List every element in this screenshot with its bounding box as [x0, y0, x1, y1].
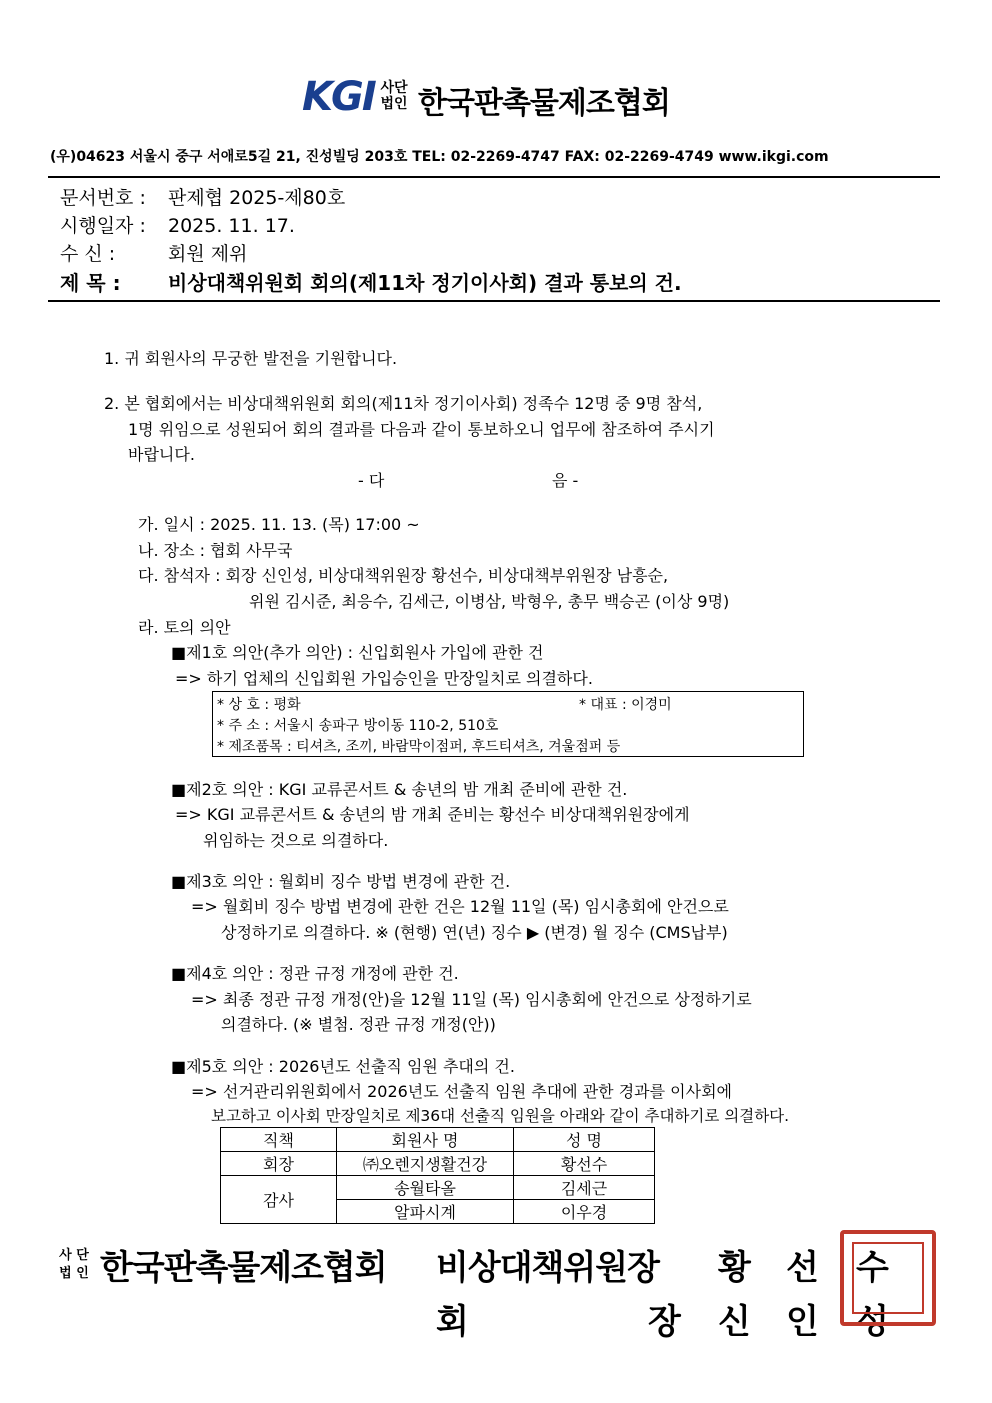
signature-title-2-char-2: 장	[648, 1302, 681, 1342]
da-eum-left: - 다	[358, 471, 385, 490]
logo-org-name: 한국판촉물제조협회	[418, 86, 670, 121]
item-ga-datetime: 가. 일시 : 2025. 11. 13. (목) 17:00 ~	[138, 515, 420, 534]
agenda-3-result-1: => 월회비 징수 방법 변경에 관한 건은 12월 11일 (목) 임시총회에 안건으로	[191, 897, 729, 916]
doc-number: 판제협 2025-제80호	[168, 187, 346, 209]
da-eum-right: 음 -	[552, 471, 579, 490]
new-member-info-box	[212, 691, 804, 757]
signature-org-type: 사 단 법 인	[59, 1248, 89, 1281]
agenda-4-title: ■제4호 의안 : 정관 규정 개정에 관한 건.	[171, 964, 459, 983]
table-cell: 감사	[221, 1176, 337, 1224]
paragraph-2-line-2: 1명 위임으로 성원되어 회의 결과를 다음과 같이 통보하오니 업무에 참조하여 주시기	[128, 420, 715, 439]
subject-label: 제 목 :	[60, 271, 121, 295]
table-header: 직책	[221, 1128, 337, 1152]
recipient: 회원 제위	[168, 243, 248, 265]
table-row	[221, 1176, 655, 1200]
header-divider-top	[48, 176, 940, 178]
table-cell: 황선수	[514, 1152, 655, 1176]
date-row	[60, 211, 295, 238]
box-products: * 제조품목 : 티셔츠, 조끼, 바람막이점퍼, 후드티셔츠, 겨울점퍼 등	[217, 739, 621, 755]
box-company-name: * 상 호 : 평화	[217, 697, 301, 713]
signature-name-1-char-3: 수	[856, 1248, 889, 1288]
agenda-2-result-1: => KGI 교류콘서트 & 송년의 밤 개최 준비는 황선수 비상대책위원장에게	[175, 805, 690, 824]
agenda-5-title: ■제5호 의안 : 2026년도 선출직 임원 추대의 건.	[171, 1057, 515, 1076]
item-na-place: 나. 장소 : 협회 사무국	[138, 541, 293, 560]
item-ra-agenda: 라. 토의 의안	[138, 618, 231, 637]
item-da-attendees-1: 다. 참석자 : 회장 신인성, 비상대책위원장 황선수, 비상대책부위원장 남흥순,	[138, 566, 669, 585]
agenda-4-result-1: => 최종 정관 규정 개정(안)을 12월 11일 (목) 임시총회에 안건으로 상정하기로	[191, 990, 752, 1009]
signature-name-1-char-2: 선	[786, 1248, 819, 1288]
agenda-1-title: ■제1호 의안(추가 의안) : 신입회원사 가입에 관한 건	[171, 643, 544, 662]
table-header: 성 명	[514, 1128, 655, 1152]
table-header-row	[221, 1128, 655, 1152]
agenda-3-result-2: 상정하기로 의결하다. ※ (현행) 연(년) 징수 ▶ (변경) 월 징수 (CMS납부)	[221, 923, 728, 942]
kgi-logo: KGI	[302, 74, 375, 120]
agenda-3-title: ■제3호 의안 : 월회비 징수 방법 변경에 관한 건.	[171, 872, 511, 891]
table-cell: 알파시계	[337, 1200, 514, 1224]
agenda-1-result: => 하기 업체의 신입회원 가입승인을 만장일치로 의결하다.	[175, 669, 593, 688]
table-header: 회원사 명	[337, 1128, 514, 1152]
agenda-4-result-2: 의결하다. (※ 별첨. 정관 규정 개정(안))	[221, 1015, 496, 1034]
official-seal-icon	[840, 1230, 936, 1326]
doc-number-label: 문서번호 :	[60, 187, 146, 209]
recipient-label: 수 신 :	[60, 243, 116, 265]
subject-row	[60, 267, 682, 296]
table-cell: 회장	[221, 1152, 337, 1176]
logo-org-type: 사단 법인	[380, 80, 408, 112]
paragraph-1: 1. 귀 회원사의 무궁한 발전을 기원합니다.	[104, 349, 398, 368]
signature-name-2-char-2: 인	[786, 1302, 819, 1342]
table-cell: ㈜오렌지생활건강	[337, 1152, 514, 1176]
table-cell: 이우경	[514, 1200, 655, 1224]
issue-date: 2025. 11. 17.	[168, 215, 295, 237]
item-da-attendees-2: 위원 김시준, 최응수, 김세근, 이병삼, 박형우, 총무 백승곤 (이상 9명)	[249, 592, 730, 611]
table-cell: 김세근	[514, 1176, 655, 1200]
box-representative: * 대표 : 이경미	[579, 697, 672, 713]
box-address: * 주 소 : 서울시 송파구 방이동 110-2, 510호	[217, 718, 499, 734]
recipient-row	[60, 239, 247, 266]
elected-officers-table	[220, 1127, 655, 1224]
signature-name-2-char-3: 성	[856, 1302, 889, 1342]
signature-title-2-char-1: 회	[436, 1302, 469, 1342]
agenda-5-result-1: => 선거관리위원회에서 2026년도 선출직 임원 추대에 관한 경과를 이사회에	[191, 1082, 732, 1101]
paragraph-2-line-1: 2. 본 협회에서는 비상대책위원회 회의(제11차 정기이사회) 정족수 12명 중 9명 참석,	[104, 394, 703, 413]
address-line: (우)04623 서울시 중구 서애로5길 21, 진성빌딩 203호 TEL: 02-2269-4747 FAX: 02-2269-4749 www.ikgi.com	[50, 149, 829, 165]
signature-org-name: 한국판촉물제조협회	[100, 1248, 387, 1288]
signature-name-1-char-1: 황	[718, 1248, 751, 1288]
signature-name-2-char-1: 신	[718, 1302, 751, 1342]
agenda-5-result-2: 보고하고 이사회 만장일치로 제36대 선출직 임원을 아래와 같이 추대하기로 의결하다.	[211, 1107, 790, 1125]
header-divider-bottom	[48, 300, 940, 302]
signature-title-1: 비상대책위원장	[436, 1248, 659, 1288]
doc-number-row	[60, 183, 345, 210]
date-label: 시행일자 :	[60, 215, 146, 237]
agenda-2-result-2: 위임하는 것으로 의결하다.	[203, 831, 389, 850]
subject: 비상대책위원회 회의(제11차 정기이사회) 결과 통보의 건.	[168, 271, 682, 295]
table-cell: 송월타올	[337, 1176, 514, 1200]
table-row	[221, 1152, 655, 1176]
agenda-2-title: ■제2호 의안 : KGI 교류콘서트 & 송년의 밤 개최 준비에 관한 건.	[171, 780, 628, 799]
paragraph-2-line-3: 바랍니다.	[128, 445, 195, 464]
